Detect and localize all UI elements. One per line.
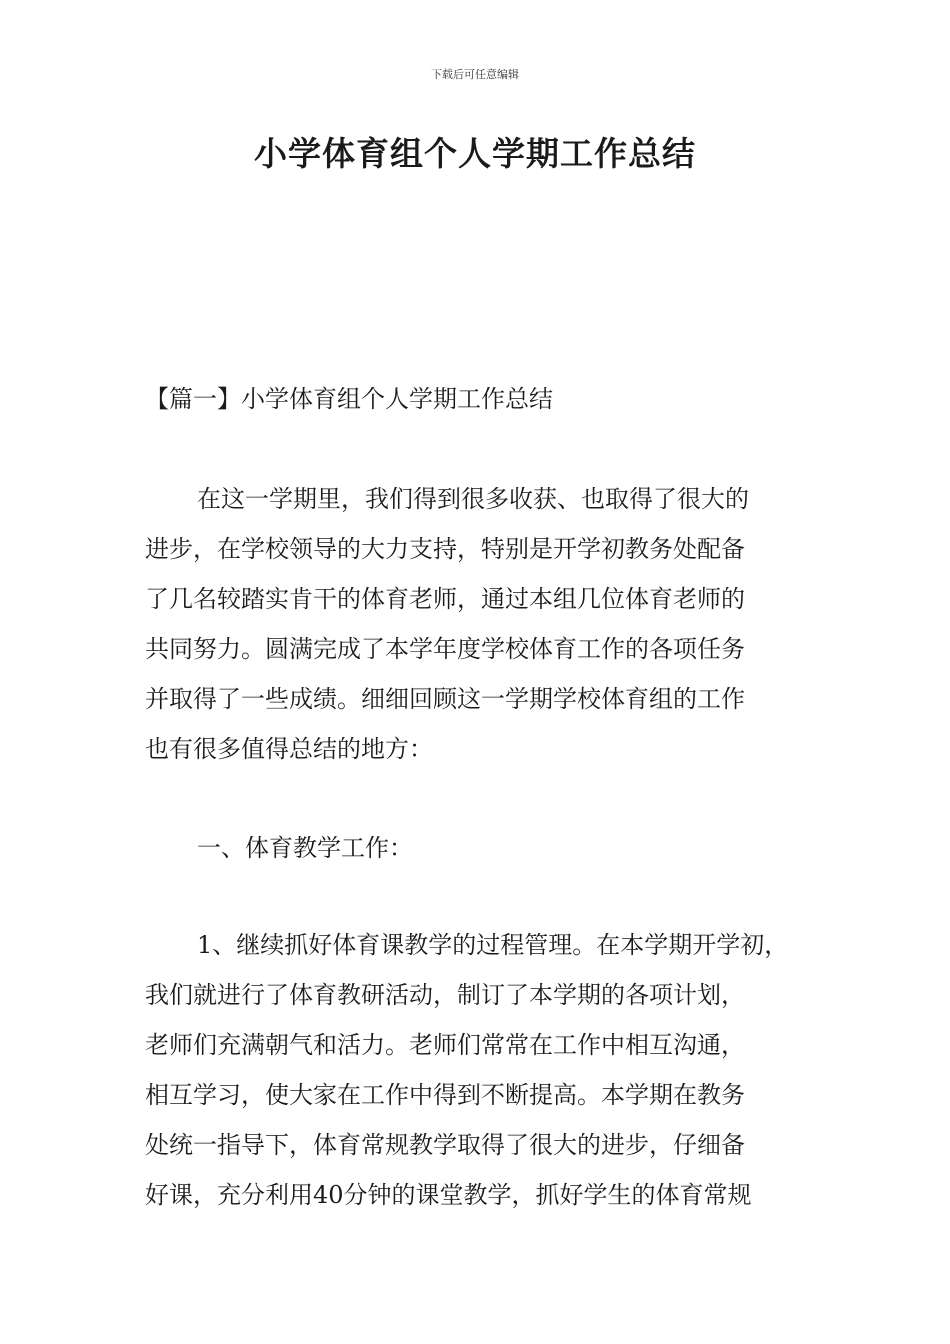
subheading-line: 一、体育教学工作： <box>197 834 413 862</box>
paragraph-line: 处统一指导下，体育常规教学取得了很大的进步，仔细备 <box>145 1131 745 1159</box>
paragraph-line: 也有很多值得总结的地方： <box>145 735 433 763</box>
paragraph-line: 我们就进行了体育教研活动，制订了本学期的各项计划， <box>145 981 745 1009</box>
section-heading: 【篇一】小学体育组个人学期工作总结 <box>145 385 553 413</box>
subheading-paragraph <box>145 823 825 873</box>
document-title: 小学体育组个人学期工作总结 <box>254 134 696 173</box>
paragraph-line: 共同努力。圆满完成了本学年度学校体育工作的各项任务 <box>145 635 745 663</box>
item1-paragraph <box>145 920 825 1220</box>
paragraph-line: 好课，充分利用40分钟的课堂教学，抓好学生的体育常规 <box>145 1181 752 1209</box>
paragraph-line: 相互学习，使大家在工作中得到不断提高。本学期在教务 <box>145 1081 745 1109</box>
intro-paragraph <box>145 474 825 774</box>
paragraph-line: 了几名较踏实肯干的体育老师，通过本组几位体育老师的 <box>145 585 745 613</box>
paragraph-line: 1、继续抓好体育课教学的过程管理。在本学期开学初， <box>197 931 789 959</box>
paragraph-line: 进步，在学校领导的大力支持，特别是开学初教务处配备 <box>145 535 745 563</box>
header-note: 下载后可任意编辑 <box>431 68 519 81</box>
paragraph-line: 并取得了一些成绩。细细回顾这一学期学校体育组的工作 <box>145 685 745 713</box>
paragraph-line: 老师们充满朝气和活力。老师们常常在工作中相互沟通， <box>145 1031 745 1059</box>
paragraph-line: 在这一学期里，我们得到很多收获、也取得了很大的 <box>197 485 749 513</box>
